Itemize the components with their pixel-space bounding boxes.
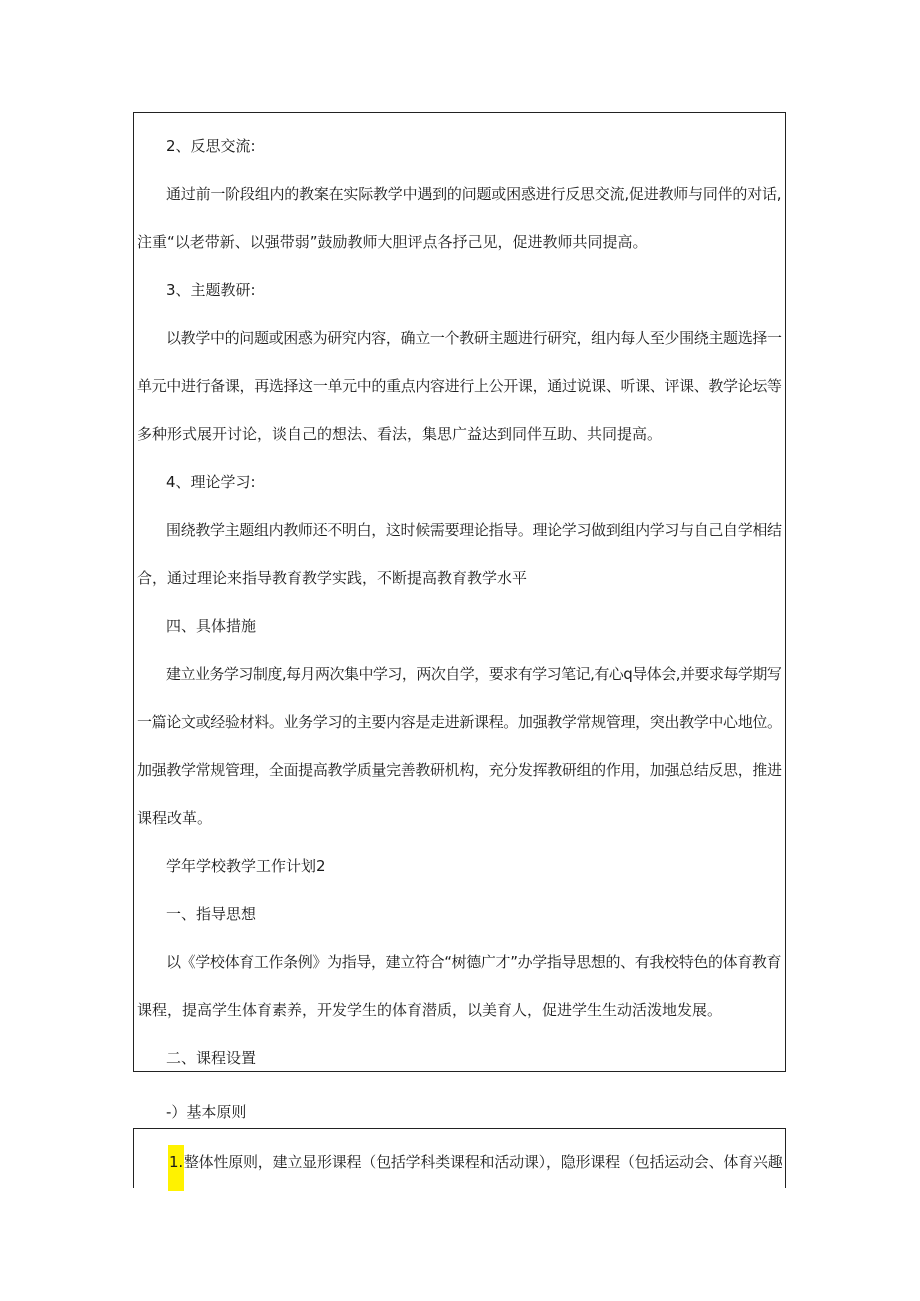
heading-guiding-thought: 一、指导思想 <box>166 905 257 923</box>
paragraph-line: 建立业务学习制度,每月两次集中学习，两次自学，要求有学习笔记,有心q导体会,并要求每学期写 <box>166 665 782 683</box>
paragraph-line: 通过前一阶段组内的教案在实际教学中遇到的问题或困惑进行反思交流,促进教师与同伴的对话, <box>166 185 782 203</box>
paragraph-line: 注重“以老带新、以强带弱”鼓励教师大胆评点各抒己见，促进教师共同提高。 <box>137 233 648 251</box>
heading-curriculum: 二、课程设置 <box>166 1049 257 1067</box>
principle-text: 整体性原则，建立显形课程（包括学科类课程和活动课），隐形课程（包括运动会、体育兴趣 <box>183 1153 783 1171</box>
heading-measures: 四、具体措施 <box>166 617 257 635</box>
paragraph-line: 单元中进行备课，再选择这一单元中的重点内容进行上公开课，通过说课、听课、评课、教学论坛等 <box>137 377 782 395</box>
heading-theory-study: 4、理论学习: <box>166 473 256 491</box>
paragraph-line: 围绕教学主题组内教师还不明白，这时候需要理论指导。理论学习做到组内学习与自己自学相结 <box>166 521 782 539</box>
content-box-1 <box>133 112 786 1072</box>
paragraph-line: 加强教学常规管理，全面提高教学质量完善教研机构，充分发挥教研组的作用，加强总结反思，推进 <box>137 761 782 779</box>
paragraph-line: 以《学校体育工作条例》为指导，建立符合“树德广才”办学指导思想的、有我校特色的体育教育 <box>166 953 782 971</box>
section-title-plan-2: 学年学校教学工作计划2 <box>166 857 326 875</box>
paragraph-line <box>168 1152 783 1172</box>
paragraph-line: 以教学中的问题或困惑为研究内容，确立一个教研主题进行研究，组内每人至少围绕主题选择一 <box>166 329 782 347</box>
paragraph-line: 一篇论文或经验材料。业务学习的主要内容是走进新课程。加强教学常规管理，突出教学中心地位。 <box>137 713 782 731</box>
heading-reflection: 2、反思交流: <box>166 137 256 155</box>
paragraph-line: 课程改革。 <box>137 809 213 827</box>
heading-basic-principles: -）基本原则 <box>166 1103 247 1121</box>
paragraph-line: 合，通过理论来指导教育教学实践，不断提高教育教学水平 <box>137 569 528 587</box>
highlighted-number: 1. <box>168 1145 184 1191</box>
paragraph-line: 多种形式展开讨论，谈自己的想法、看法，集思广益达到同伴互助、共同提高。 <box>137 425 663 443</box>
paragraph-line: 课程，提高学生体育素养，开发学生的体育潜质，以美育人，促进学生生动活泼地发展。 <box>137 1001 723 1019</box>
heading-theme-research: 3、主题教研: <box>166 281 256 299</box>
